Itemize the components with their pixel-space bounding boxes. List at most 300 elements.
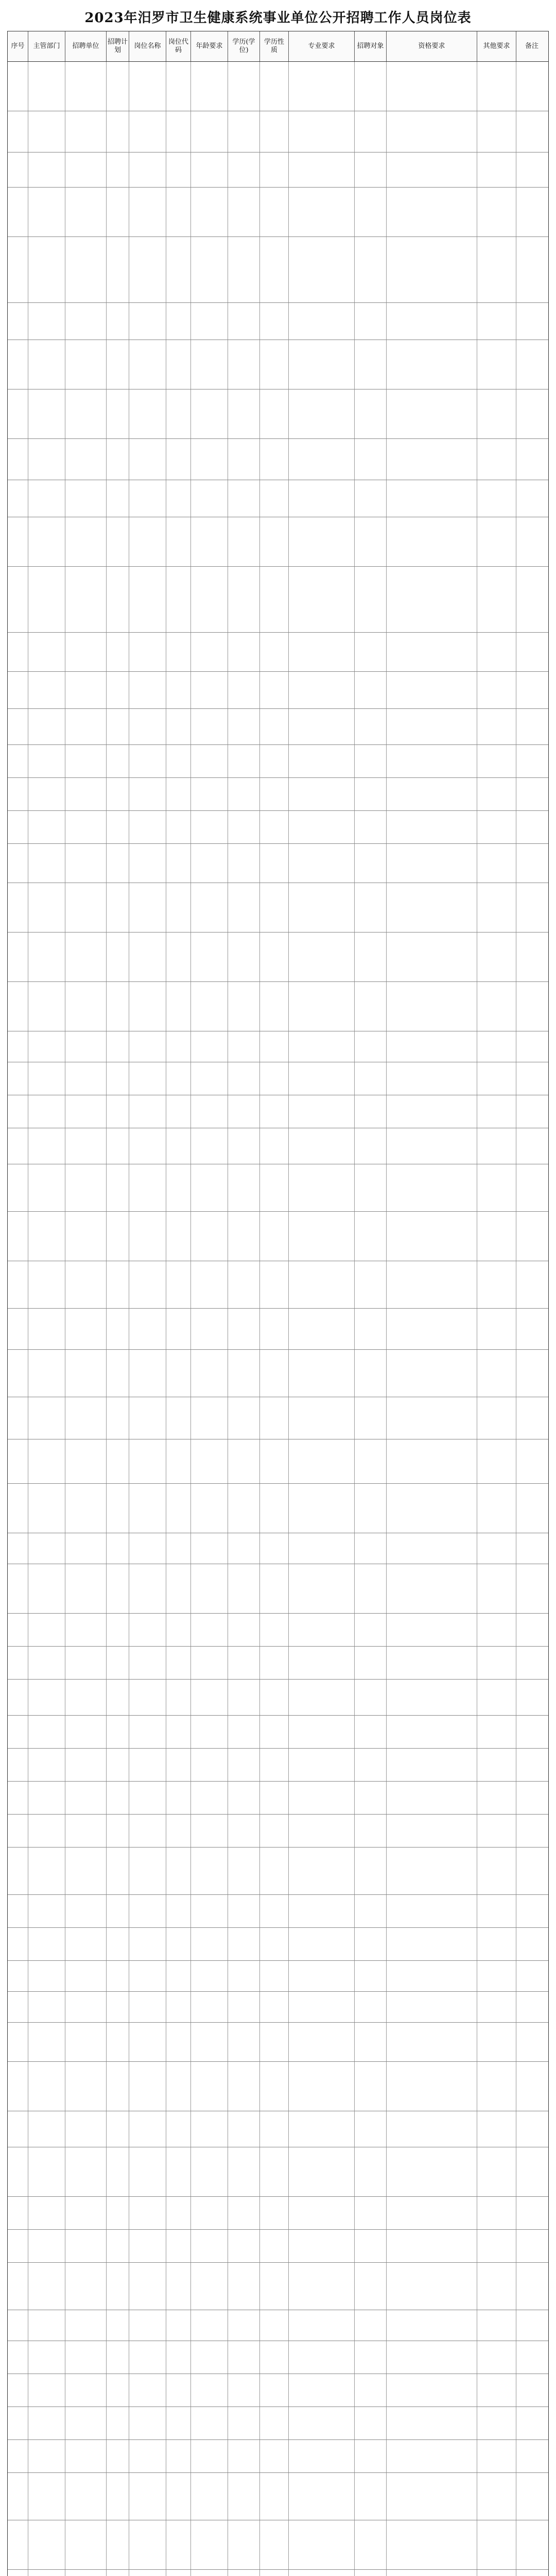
table-cell (166, 1164, 191, 1211)
table-cell (260, 1031, 289, 1062)
table-cell (191, 1895, 228, 1927)
table-cell (65, 152, 107, 187)
table-cell (477, 2341, 516, 2374)
table-cell (166, 2230, 191, 2262)
table-row (8, 480, 548, 517)
table-cell (107, 1716, 129, 1748)
table-cell (166, 2374, 191, 2406)
table-cell (129, 237, 166, 302)
table-row (8, 745, 548, 778)
table-cell (228, 1895, 260, 1927)
table-cell (355, 2230, 387, 2262)
table-cell (387, 778, 477, 810)
table-cell (166, 844, 191, 883)
table-cell (477, 1961, 516, 1991)
table-cell (228, 1397, 260, 1439)
table-cell (166, 1564, 191, 1613)
table-cell (228, 709, 260, 744)
table-cell (516, 303, 547, 340)
table-cell (107, 2440, 129, 2472)
table-row (8, 1992, 548, 2023)
table-cell (516, 439, 547, 480)
table-cell (260, 1749, 289, 1781)
table-cell (166, 188, 191, 236)
table-cell (355, 389, 387, 438)
table-cell (166, 1350, 191, 1397)
table-cell (191, 567, 228, 632)
table-cell (65, 2263, 107, 2310)
table-cell (387, 303, 477, 340)
table-cell (107, 111, 129, 152)
table-cell (8, 1350, 28, 1397)
table-cell (129, 2263, 166, 2310)
table-cell (28, 389, 65, 438)
table-cell (477, 982, 516, 1031)
table-cell (228, 1992, 260, 2022)
table-cell (107, 1062, 129, 1095)
table-row (8, 567, 548, 633)
table-cell (28, 152, 65, 187)
table-cell (129, 2197, 166, 2229)
table-cell (191, 2570, 228, 2576)
table-cell (65, 1815, 107, 1847)
table-cell (228, 1031, 260, 1062)
table-cell (191, 1031, 228, 1062)
table-cell (166, 633, 191, 671)
table-cell (516, 1128, 547, 1164)
table-cell (387, 633, 477, 671)
table-cell (228, 1680, 260, 1715)
table-cell (166, 1261, 191, 1308)
table-cell (129, 933, 166, 981)
table-cell (28, 745, 65, 777)
table-cell (355, 1895, 387, 1927)
table-cell (355, 340, 387, 389)
table-cell (289, 2440, 355, 2472)
table-cell (260, 1397, 289, 1439)
table-row (8, 883, 548, 933)
table-cell (516, 2407, 547, 2439)
table-cell (355, 1749, 387, 1781)
table-cell (228, 567, 260, 632)
table-cell (28, 2062, 65, 2111)
table-cell (8, 2473, 28, 2520)
table-cell (260, 1614, 289, 1646)
table-cell (65, 2520, 107, 2569)
table-cell (65, 1647, 107, 1679)
table-cell (355, 237, 387, 302)
header-qualification: 资格要求 (387, 31, 477, 61)
table-cell (387, 439, 477, 480)
table-cell (191, 2230, 228, 2262)
table-cell (129, 883, 166, 932)
table-cell (8, 303, 28, 340)
table-cell (8, 2263, 28, 2310)
table-cell (107, 1961, 129, 1991)
table-row (8, 1350, 548, 1397)
table-cell (8, 1128, 28, 1164)
table-cell (191, 1614, 228, 1646)
table-cell (191, 778, 228, 810)
table-cell (28, 778, 65, 810)
table-cell (387, 1647, 477, 1679)
table-cell (65, 389, 107, 438)
table-cell (28, 1350, 65, 1397)
table-cell (107, 1782, 129, 1814)
table-cell (166, 1680, 191, 1715)
table-cell (387, 1928, 477, 1960)
table-cell (387, 1895, 477, 1927)
table-cell (8, 633, 28, 671)
table-cell (477, 883, 516, 932)
table-cell (166, 2341, 191, 2374)
table-cell (355, 2197, 387, 2229)
table-cell (107, 1439, 129, 1483)
table-cell (129, 2230, 166, 2262)
table-cell (129, 1439, 166, 1483)
table-cell (289, 2374, 355, 2406)
table-cell (8, 1928, 28, 1960)
table-cell (166, 672, 191, 708)
table-cell (8, 2440, 28, 2472)
table-cell (289, 1031, 355, 1062)
table-cell (129, 1992, 166, 2022)
table-cell (129, 1484, 166, 1533)
table-cell (260, 1350, 289, 1397)
table-cell (355, 1261, 387, 1308)
table-cell (166, 2473, 191, 2520)
table-cell (387, 709, 477, 744)
table-cell (28, 1484, 65, 1533)
table-cell (28, 2310, 65, 2341)
table-cell (65, 2197, 107, 2229)
table-cell (516, 1716, 547, 1748)
table-cell (166, 2023, 191, 2061)
table-cell (166, 1031, 191, 1062)
table-cell (387, 1095, 477, 1128)
table-cell (107, 1749, 129, 1781)
table-cell (387, 1062, 477, 1095)
table-cell (260, 2147, 289, 2196)
table-cell (107, 933, 129, 981)
table-cell (228, 883, 260, 932)
table-cell (191, 2473, 228, 2520)
table-row (8, 778, 548, 811)
table-cell (516, 152, 547, 187)
table-cell (477, 517, 516, 566)
table-cell (65, 1397, 107, 1439)
table-cell (65, 1782, 107, 1814)
table-cell (387, 1533, 477, 1564)
table-cell (516, 1164, 547, 1211)
table-row (8, 1848, 548, 1895)
table-cell (129, 633, 166, 671)
table-cell (107, 2197, 129, 2229)
table-row (8, 152, 548, 188)
table-cell (129, 389, 166, 438)
table-cell (191, 1815, 228, 1847)
table-cell (166, 1815, 191, 1847)
table-cell (65, 340, 107, 389)
table-row (8, 2520, 548, 2570)
table-cell (166, 1614, 191, 1646)
table-row (8, 2263, 548, 2310)
table-cell (477, 1647, 516, 1679)
table-cell (107, 672, 129, 708)
table-cell (65, 2230, 107, 2262)
table-cell (65, 2111, 107, 2147)
table-cell (166, 709, 191, 744)
table-cell (516, 2147, 547, 2196)
table-cell (8, 2023, 28, 2061)
table-cell (65, 188, 107, 236)
table-cell (8, 2197, 28, 2229)
table-cell (107, 2147, 129, 2196)
table-cell (260, 1961, 289, 1991)
table-row (8, 1439, 548, 1484)
table-cell (355, 62, 387, 111)
table-cell (228, 1782, 260, 1814)
table-cell (65, 1128, 107, 1164)
header-department: 主管部门 (28, 31, 65, 61)
table-cell (260, 1564, 289, 1613)
table-cell (107, 237, 129, 302)
table-cell (516, 1928, 547, 1960)
table-cell (107, 2310, 129, 2341)
table-cell (8, 1309, 28, 1349)
table-cell (28, 1782, 65, 1814)
table-cell (65, 480, 107, 517)
table-cell (191, 672, 228, 708)
table-cell (477, 1164, 516, 1211)
table-cell (28, 1815, 65, 1847)
table-cell (260, 389, 289, 438)
table-cell (129, 1533, 166, 1564)
table-cell (477, 152, 516, 187)
table-cell (191, 303, 228, 340)
table-row (8, 1031, 548, 1062)
table-cell (228, 1261, 260, 1308)
table-cell (28, 1128, 65, 1164)
table-cell (260, 1815, 289, 1847)
table-cell (355, 2147, 387, 2196)
recruitment-table (7, 31, 549, 2576)
table-cell (387, 480, 477, 517)
table-cell (107, 811, 129, 843)
table-row (8, 2111, 548, 2147)
table-cell (28, 340, 65, 389)
table-cell (166, 1128, 191, 1164)
table-cell (387, 1128, 477, 1164)
table-cell (166, 1095, 191, 1128)
table-row (8, 1397, 548, 1439)
table-cell (260, 188, 289, 236)
table-cell (8, 1815, 28, 1847)
table-cell (289, 1261, 355, 1308)
table-cell (129, 2147, 166, 2196)
table-cell (289, 1782, 355, 1814)
table-cell (228, 152, 260, 187)
table-cell (228, 340, 260, 389)
table-cell (516, 2374, 547, 2406)
table-cell (8, 1261, 28, 1308)
table-cell (65, 709, 107, 744)
table-cell (166, 1716, 191, 1748)
table-cell (166, 1397, 191, 1439)
table-cell (28, 1614, 65, 1646)
table-cell (477, 745, 516, 777)
table-row (8, 389, 548, 439)
table-cell (289, 2023, 355, 2061)
table-cell (8, 1992, 28, 2022)
table-cell (260, 2440, 289, 2472)
table-cell (477, 188, 516, 236)
table-cell (129, 2520, 166, 2569)
table-cell (260, 480, 289, 517)
table-cell (129, 709, 166, 744)
table-cell (228, 2197, 260, 2229)
table-cell (355, 303, 387, 340)
table-cell (129, 1749, 166, 1781)
table-cell (129, 2023, 166, 2061)
table-cell (191, 1961, 228, 1991)
table-cell (28, 2520, 65, 2569)
table-row (8, 1261, 548, 1309)
table-cell (107, 1350, 129, 1397)
table-cell (228, 811, 260, 843)
table-cell (228, 1350, 260, 1397)
table-cell (260, 2263, 289, 2310)
table-cell (260, 2023, 289, 2061)
table-cell (129, 1261, 166, 1308)
table-cell (477, 844, 516, 883)
table-cell (166, 2570, 191, 2576)
table-cell (65, 2062, 107, 2111)
table-cell (107, 389, 129, 438)
table-cell (129, 1164, 166, 1211)
table-cell (289, 1128, 355, 1164)
table-cell (65, 1749, 107, 1781)
table-cell (191, 2341, 228, 2374)
table-cell (107, 2263, 129, 2310)
table-cell (355, 1647, 387, 1679)
table-cell (387, 2147, 477, 2196)
table-cell (28, 480, 65, 517)
table-row (8, 1564, 548, 1614)
table-cell (65, 1533, 107, 1564)
table-cell (289, 745, 355, 777)
table-cell (129, 1716, 166, 1748)
table-cell (387, 982, 477, 1031)
table-cell (477, 567, 516, 632)
table-cell (129, 2440, 166, 2472)
table-cell (8, 844, 28, 883)
table-cell (387, 2230, 477, 2262)
table-cell (65, 844, 107, 883)
table-cell (260, 2310, 289, 2341)
table-cell (107, 1164, 129, 1211)
table-cell (516, 1062, 547, 1095)
table-cell (387, 844, 477, 883)
table-cell (107, 1309, 129, 1349)
table-cell (28, 2374, 65, 2406)
table-row (8, 1533, 548, 1564)
table-cell (107, 2570, 129, 2576)
table-cell (129, 1782, 166, 1814)
table-cell (355, 2310, 387, 2341)
table-cell (107, 2473, 129, 2520)
table-row (8, 2023, 548, 2062)
table-cell (477, 111, 516, 152)
table-cell (65, 62, 107, 111)
table-cell (516, 1961, 547, 1991)
table-cell (8, 1095, 28, 1128)
table-cell (289, 1095, 355, 1128)
table-cell (477, 2062, 516, 2111)
table-cell (228, 982, 260, 1031)
table-cell (477, 1564, 516, 1613)
header-major: 专业要求 (289, 31, 355, 61)
table-cell (355, 672, 387, 708)
table-cell (260, 2230, 289, 2262)
table-cell (516, 1261, 547, 1308)
table-cell (166, 1749, 191, 1781)
table-cell (355, 844, 387, 883)
table-cell (516, 1439, 547, 1483)
table-cell (516, 1680, 547, 1715)
table-cell (107, 2111, 129, 2147)
table-cell (355, 1212, 387, 1261)
table-cell (8, 1961, 28, 1991)
table-row (8, 1128, 548, 1164)
table-row (8, 1961, 548, 1992)
table-cell (191, 2147, 228, 2196)
table-cell (8, 1564, 28, 1613)
table-cell (8, 1062, 28, 1095)
table-cell (516, 2570, 547, 2576)
table-cell (129, 2407, 166, 2439)
table-cell (129, 1815, 166, 1847)
table-cell (107, 1815, 129, 1847)
table-cell (387, 1815, 477, 1847)
table-row (8, 111, 548, 152)
table-cell (260, 1848, 289, 1894)
table-cell (65, 672, 107, 708)
table-cell (260, 1680, 289, 1715)
table-cell (477, 1062, 516, 1095)
table-cell (129, 1397, 166, 1439)
table-cell (516, 1614, 547, 1646)
table-cell (387, 2473, 477, 2520)
table-cell (8, 2407, 28, 2439)
table-cell (289, 1961, 355, 1991)
table-cell (65, 1095, 107, 1128)
table-cell (355, 745, 387, 777)
table-cell (8, 517, 28, 566)
table-cell (387, 811, 477, 843)
table-cell (107, 2023, 129, 2061)
table-row (8, 1484, 548, 1533)
table-cell (107, 1647, 129, 1679)
table-cell (166, 1062, 191, 1095)
table-cell (516, 2440, 547, 2472)
table-cell (260, 2374, 289, 2406)
table-cell (129, 1128, 166, 1164)
table-row (8, 2147, 548, 2197)
table-cell (387, 517, 477, 566)
table-cell (289, 2197, 355, 2229)
table-cell (289, 2341, 355, 2374)
